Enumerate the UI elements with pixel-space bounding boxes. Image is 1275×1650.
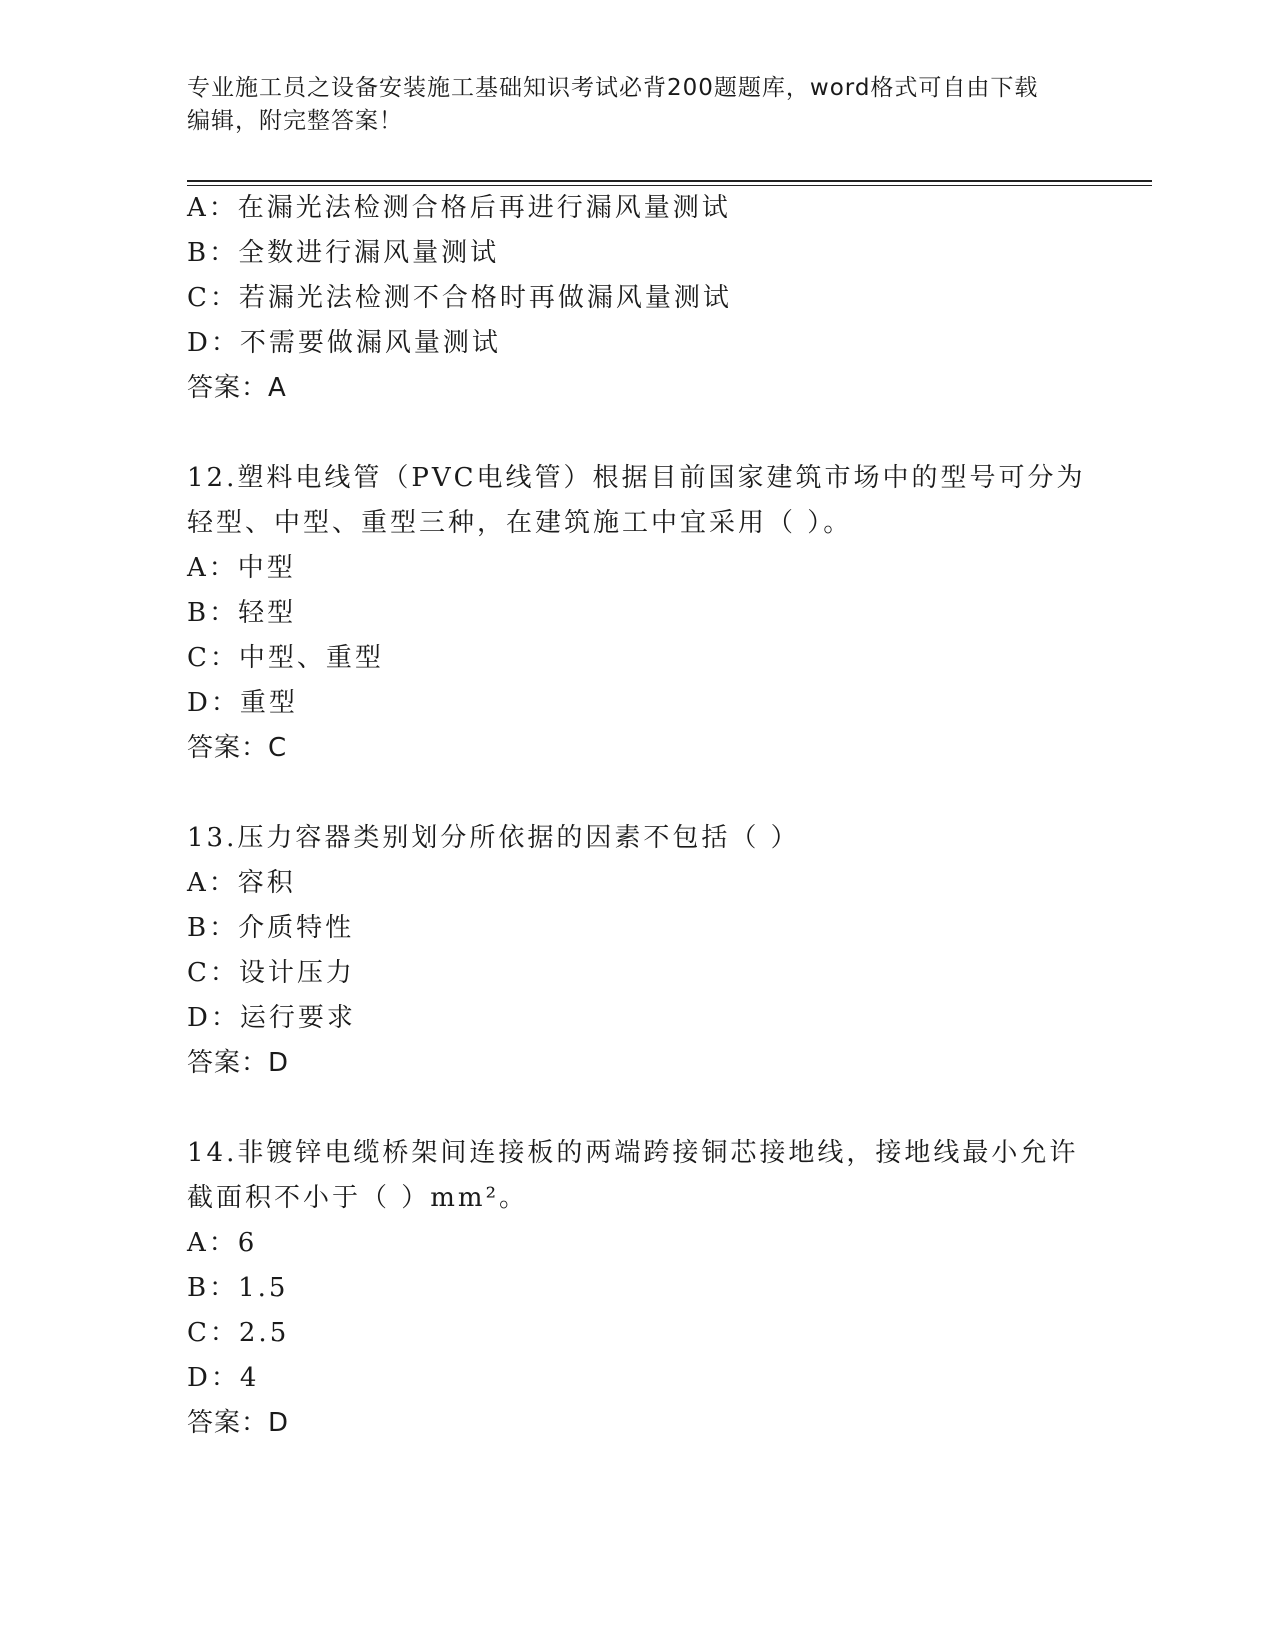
q14-option-d: D：4 <box>187 1363 260 1393</box>
q13-answer: 答案：D <box>187 1048 290 1078</box>
q13-stem-line-1: 13.压力容器类别划分所依据的因素不包括（ ） <box>187 823 800 853</box>
q14-option-b: B：1.5 <box>187 1273 289 1303</box>
q14-answer: 答案：D <box>187 1408 290 1438</box>
q13-option-c: C：设计压力 <box>187 958 355 988</box>
q14-option-a: A：6 <box>187 1228 258 1258</box>
header-divider-thin <box>187 185 1152 186</box>
q12-stem-line-2: 轻型、中型、重型三种，在建筑施工中宜采用（ ）。 <box>187 508 853 538</box>
prev-option-c: C：若漏光法检测不合格时再做漏风量测试 <box>187 283 732 313</box>
header-line-2: 编辑，附完整答案！ <box>187 108 403 134</box>
q13-option-d: D：运行要求 <box>187 1003 356 1033</box>
q12-answer: 答案：C <box>187 733 288 763</box>
q14-option-c: C：2.5 <box>187 1318 290 1348</box>
q12-option-b: B：轻型 <box>187 598 297 628</box>
prev-option-a: A：在漏光法检测合格后再进行漏风量测试 <box>187 193 731 223</box>
prev-option-b: B：全数进行漏风量测试 <box>187 238 500 268</box>
q12-option-c: C：中型、重型 <box>187 643 384 673</box>
document-header <box>187 72 1087 138</box>
prev-answer: 答案：A <box>187 373 287 403</box>
prev-option-d: D：不需要做漏风量测试 <box>187 328 501 358</box>
header-divider-thick <box>187 180 1152 182</box>
header-line-1: 专业施工员之设备安装施工基础知识考试必背200题题库，word格式可自由下载 <box>187 75 1039 101</box>
q12-stem-line-1: 12.塑料电线管（PVC电线管）根据目前国家建筑市场中的型号可分为 <box>187 463 1086 493</box>
q13-option-b: B：介质特性 <box>187 913 355 943</box>
q12-option-d: D：重型 <box>187 688 298 718</box>
q14-stem-line-1: 14.非镀锌电缆桥架间连接板的两端跨接铜芯接地线，接地线最小允许 <box>187 1138 1079 1168</box>
q14-stem-line-2: 截面积不小于（ ）mm²。 <box>187 1183 528 1213</box>
q12-option-a: A：中型 <box>187 553 296 583</box>
q13-option-a: A：容积 <box>187 868 296 898</box>
